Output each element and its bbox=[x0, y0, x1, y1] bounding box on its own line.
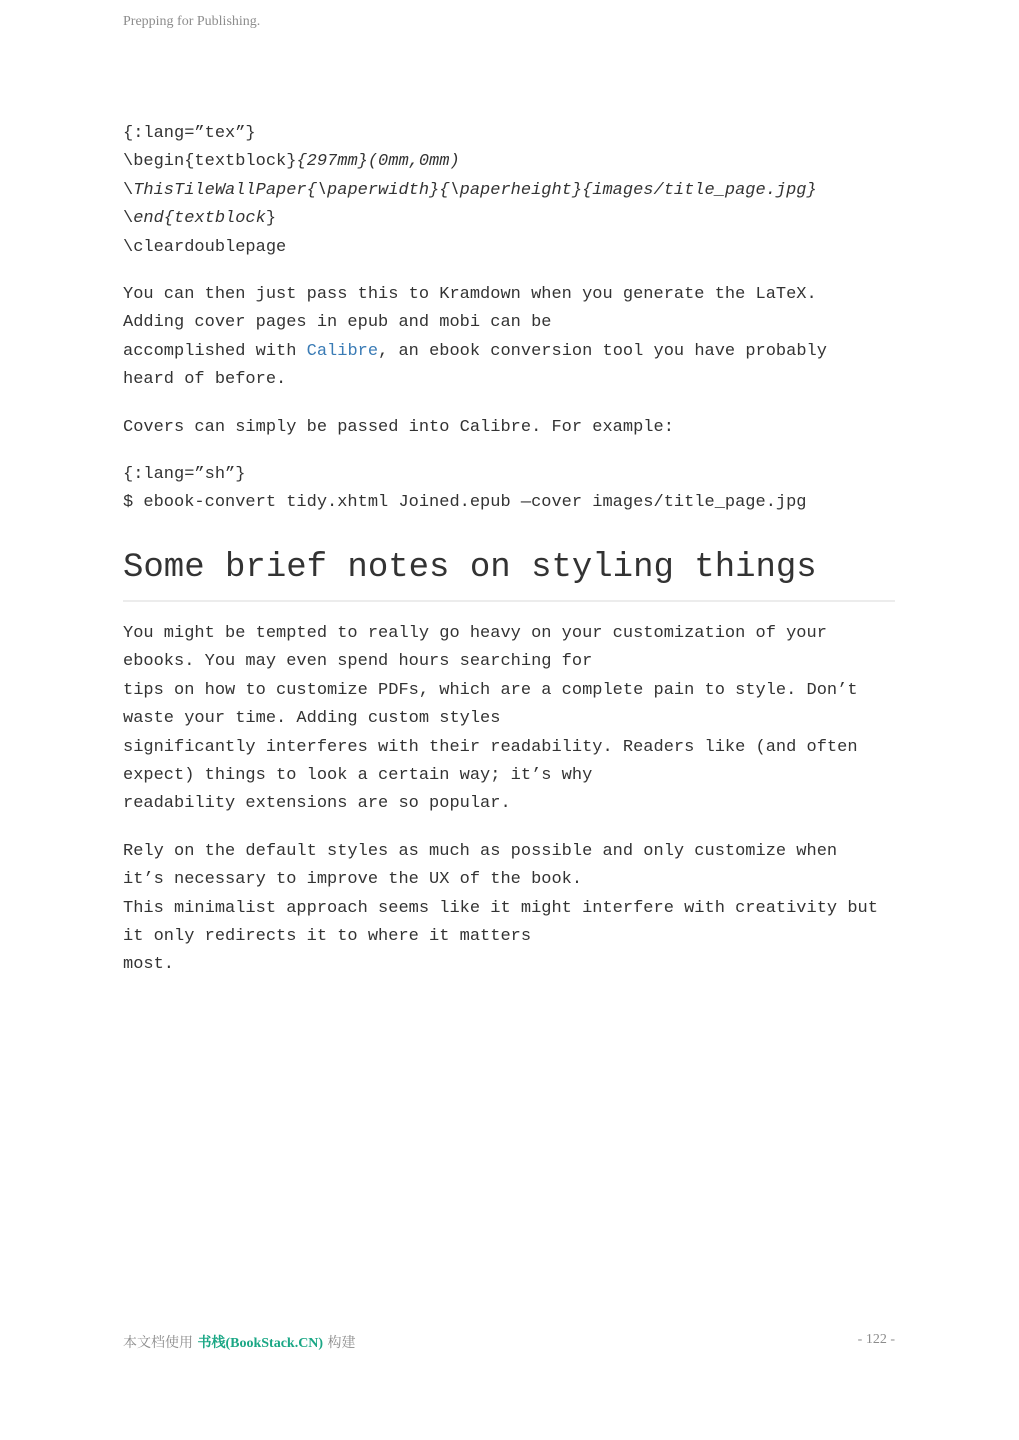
code-text-italic: ThisTileWallPaper{\paperwidth}{\paperheight}{images/title_page.jpg} bbox=[133, 180, 817, 200]
code-text: \cleardoublepage bbox=[123, 237, 287, 257]
code-block-sh bbox=[123, 461, 895, 518]
text-line: waste your time. Adding custom styles bbox=[123, 709, 501, 729]
bookstack-link[interactable]: (BookStack.CN) bbox=[225, 1336, 324, 1351]
text-line: heard of before. bbox=[123, 370, 287, 390]
code-text-italic: {297mm}(0mm,0mm) bbox=[296, 152, 460, 172]
code-block-tex bbox=[123, 120, 895, 262]
text-line: You might be tempted to really go heavy on your customization of your bbox=[123, 623, 827, 643]
text-line: Adding cover pages in epub and mobi can be bbox=[123, 313, 552, 333]
code-line bbox=[123, 177, 895, 205]
text-line: Rely on the default styles as much as possible and only customize when bbox=[123, 841, 838, 861]
running-header: Prepping for Publishing. bbox=[123, 14, 261, 29]
section-heading-wrap bbox=[123, 548, 895, 602]
code-text: } bbox=[265, 209, 277, 229]
footer-prefix: 本文档使用 bbox=[123, 1335, 198, 1351]
code-line: {:lang=”sh”} bbox=[123, 465, 246, 485]
code-text-italic: end{textblock bbox=[133, 209, 266, 229]
code-line bbox=[123, 234, 895, 262]
spacer bbox=[123, 395, 895, 414]
text-line: readability extensions are so popular. bbox=[123, 794, 511, 814]
section-heading: Some brief notes on styling things bbox=[123, 548, 895, 602]
text-segment: , an ebook conversion tool you have probably bbox=[378, 341, 827, 361]
calibre-link[interactable]: Calibre bbox=[306, 341, 379, 361]
page-content bbox=[123, 120, 895, 980]
text-line: most. bbox=[123, 955, 175, 975]
text-line: it’s necessary to improve the UX of the book. bbox=[123, 870, 583, 890]
text-line bbox=[123, 338, 895, 366]
footer-suffix: 构建 bbox=[323, 1335, 356, 1351]
spacer bbox=[123, 442, 895, 461]
code-line bbox=[123, 148, 895, 176]
code-line bbox=[123, 120, 895, 148]
text-line: it only redirects it to where it matters bbox=[123, 926, 532, 946]
spacer bbox=[123, 262, 895, 281]
text-line: ebooks. You may even spend hours searching for bbox=[123, 652, 593, 672]
code-text: \ bbox=[123, 180, 134, 200]
text-line: This minimalist approach seems like it might interfere with creativity but bbox=[123, 898, 878, 918]
text-line: You can then just pass this to Kramdown when you generate the LaTeX. bbox=[123, 285, 817, 305]
code-line: $ ebook-convert tidy.xhtml Joined.epub —cover images/title_page.jpg bbox=[123, 493, 807, 513]
page-number: - 122 - bbox=[857, 1332, 895, 1347]
paragraph-styling bbox=[123, 620, 895, 819]
code-text: \begin{textblock} bbox=[123, 152, 297, 172]
code-text: {:lang=”tex”} bbox=[123, 124, 256, 143]
paragraph-covers bbox=[123, 414, 895, 442]
spacer bbox=[123, 819, 895, 838]
paragraph-defaults bbox=[123, 838, 895, 980]
code-text: \ bbox=[123, 209, 134, 229]
text-line: expect) things to look a certain way; it’s why bbox=[123, 765, 593, 785]
text-line: Covers can simply be passed into Calibre. For example: bbox=[123, 417, 674, 437]
code-line bbox=[123, 205, 895, 233]
text-segment: accomplished with bbox=[123, 341, 307, 361]
paragraph-kramdown bbox=[123, 281, 895, 395]
text-line: tips on how to customize PDFs, which are a complete pain to style. Don’t bbox=[123, 680, 858, 700]
footer-credit bbox=[123, 1332, 356, 1352]
bookstack-link-cn[interactable]: 书栈 bbox=[197, 1335, 226, 1351]
text-line: significantly interferes with their readability. Readers like (and often bbox=[123, 737, 858, 757]
